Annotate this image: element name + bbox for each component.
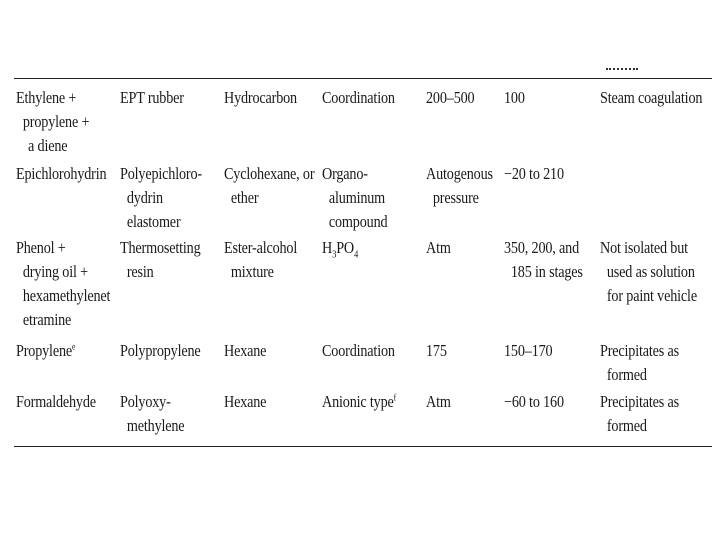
solvent-cell — [224, 390, 266, 414]
catalyst-formula — [322, 236, 358, 260]
cell-line: Polyoxy- — [120, 392, 171, 411]
polymer-cell — [120, 236, 201, 284]
cell-line: propylene + — [22, 112, 90, 131]
cell-line: dydrin — [126, 188, 163, 207]
cell-line: −20 to 210 — [504, 164, 564, 183]
cell-line: 200–500 — [426, 88, 475, 107]
cell-line: EPT rubber — [120, 88, 184, 107]
footnote-marker: e — [71, 341, 76, 352]
cell-line: Steam coagulation — [600, 88, 703, 107]
cell-line: ether — [230, 188, 259, 207]
cell-line: Not isolated but — [600, 238, 688, 257]
temperature-cell — [504, 236, 583, 284]
cell-line: for paint vehicle — [606, 286, 697, 305]
cell-text: Anionic type — [322, 392, 394, 411]
cell-line: etramine — [22, 310, 72, 329]
cell-line: Organo- — [322, 164, 368, 183]
formula-subscript: 4 — [354, 249, 359, 261]
polymer-cell — [120, 162, 202, 234]
solvent-cell — [224, 339, 266, 363]
isolation-cell — [600, 390, 679, 438]
isolation-cell — [600, 86, 702, 110]
catalyst-cell — [322, 390, 396, 414]
solvent-cell — [224, 236, 297, 284]
cell-line: Thermosetting — [120, 238, 201, 257]
cell-line: 150–170 — [504, 341, 553, 360]
cropped-header-fragment — [606, 68, 638, 70]
monomer-cell — [16, 236, 110, 332]
cell-line: Precipitates as — [600, 341, 679, 360]
cell-line: 350, 200, and — [504, 238, 580, 257]
cell-line: Ethylene + — [16, 88, 77, 107]
cell-line: Coordination — [322, 88, 395, 107]
formula-part: PO — [336, 238, 355, 257]
monomer-cell — [16, 390, 96, 414]
pressure-cell — [426, 86, 474, 110]
cell-line: Hexane — [224, 341, 267, 360]
cell-line: a diene — [28, 136, 68, 155]
isolation-cell — [600, 339, 679, 387]
solvent-cell — [224, 86, 297, 110]
cell-line: 100 — [504, 88, 525, 107]
monomer-cell — [16, 86, 89, 158]
cell-line: drying oil + — [22, 262, 88, 281]
cell-line: Phenol + — [16, 238, 66, 257]
formula-subscript: 3 — [332, 249, 337, 261]
cell-line: pressure — [432, 188, 479, 207]
cell-line: 175 — [426, 341, 447, 360]
temperature-cell — [504, 390, 564, 414]
temperature-cell — [504, 162, 564, 186]
cell-line: hexamethylenet — [22, 286, 111, 305]
cell-line — [16, 339, 75, 363]
polymer-cell — [120, 390, 184, 438]
cell-line: Polyepichloro- — [120, 164, 202, 183]
cell-line — [322, 390, 396, 414]
cell-line: Cyclohexane, or — [224, 164, 315, 183]
cell-line: −60 to 160 — [504, 392, 564, 411]
cell-line: Formaldehyde — [16, 392, 96, 411]
footnote-marker: f — [393, 392, 397, 403]
cell-line: compound — [328, 212, 388, 231]
solvent-cell — [224, 162, 314, 210]
polymer-cell — [120, 86, 184, 110]
cell-line: formed — [606, 365, 647, 384]
pressure-cell — [426, 236, 451, 260]
cell-line: Polypropylene — [120, 341, 201, 360]
cell-line: elastomer — [126, 212, 181, 231]
pressure-cell — [426, 390, 451, 414]
table-bottom-rule — [14, 446, 712, 447]
cell-line: formed — [606, 416, 647, 435]
cell-line: Coordination — [322, 341, 395, 360]
cell-line: 185 in stages — [510, 262, 583, 281]
formula-part: H — [322, 238, 333, 257]
cell-line: Epichlorohydrin — [16, 164, 107, 183]
cell-line: Precipitates as — [600, 392, 679, 411]
cell-line: Hexane — [224, 392, 267, 411]
cell-line: Hydrocarbon — [224, 88, 297, 107]
cell-line: mixture — [230, 262, 274, 281]
catalyst-cell — [322, 236, 358, 260]
table-top-rule — [14, 78, 712, 79]
cell-line: Atm — [426, 238, 451, 257]
monomer-cell — [16, 339, 75, 363]
isolation-cell — [600, 236, 697, 308]
temperature-cell — [504, 86, 525, 110]
monomer-cell — [16, 162, 106, 186]
cell-line: resin — [126, 262, 154, 281]
cell-line: Atm — [426, 392, 451, 411]
temperature-cell — [504, 339, 552, 363]
cell-line: methylene — [126, 416, 185, 435]
catalyst-cell — [322, 86, 395, 110]
pressure-cell — [426, 339, 447, 363]
cell-text: Propylene — [16, 341, 72, 360]
cell-line: aluminum — [328, 188, 386, 207]
catalyst-cell — [322, 339, 395, 363]
polymer-cell — [120, 339, 201, 363]
cell-line: used as solution — [606, 262, 695, 281]
cell-line: Autogenous — [426, 164, 493, 183]
catalyst-cell — [322, 162, 387, 234]
cell-line: Ester-alcohol — [224, 238, 298, 257]
pressure-cell — [426, 162, 493, 210]
